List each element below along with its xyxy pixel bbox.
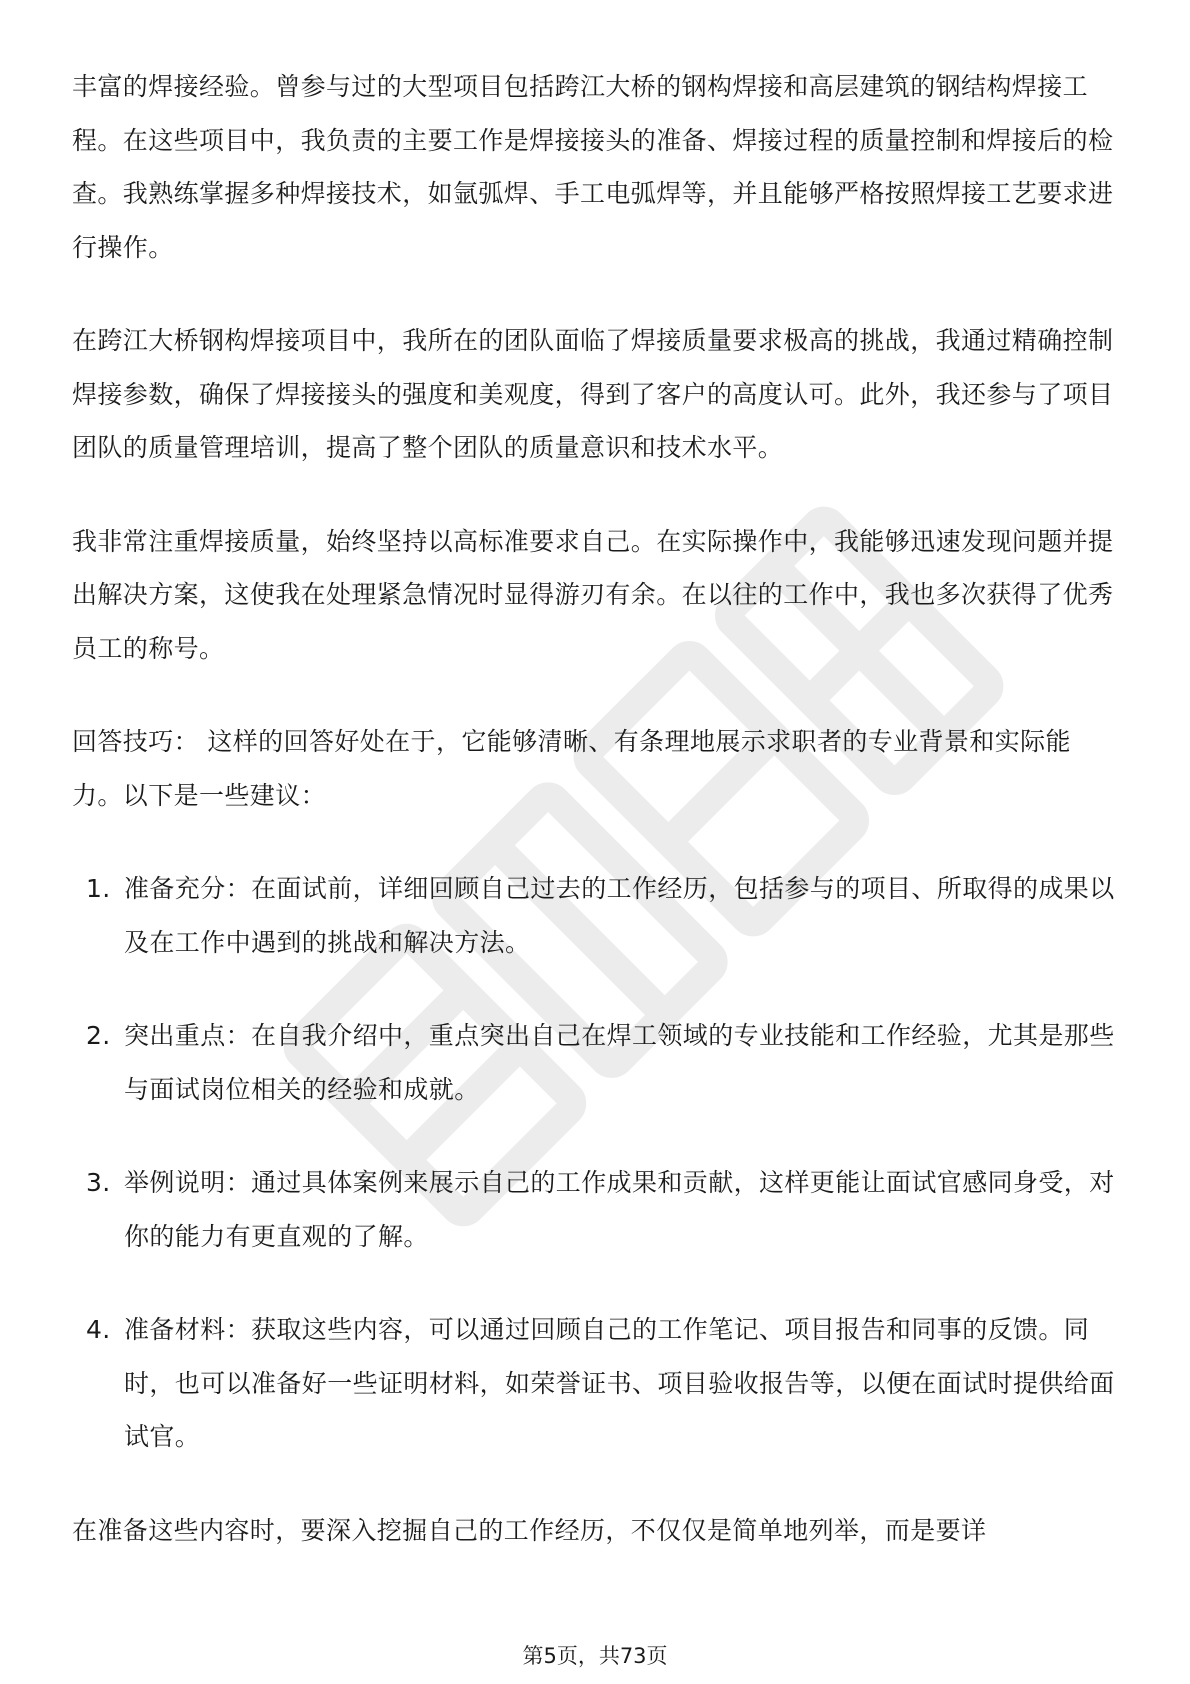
list-item-number: 2. (86, 1021, 111, 1050)
list-item (72, 1303, 1118, 1464)
paragraph-quality: 我非常注重焊接质量，始终坚持以高标准要求自己。在实际操作中，我能够迅速发现问题并提出解决方案，这使我在处理紧急情况时显得游刃有余。在以往的工作中，我也多次获得了优秀员工的称号。 (72, 526, 1114, 663)
list-item-text: 举例说明：通过具体案例来展示自己的工作成果和贡献，这样更能让面试官感同身受，对你的能力有更直观的了解。 (124, 1168, 1115, 1251)
document-content (72, 60, 1118, 1557)
paragraph-experience: 丰富的焊接经验。曾参与过的大型项目包括跨江大桥的钢构焊接和高层建筑的钢结构焊接工程。在这些项目中，我负责的主要工作是焊接接头的准备、焊接过程的质量控制和焊接后的检查。我熟练掌握多种焊接技术，如氩弧焊、手工电弧焊等，并且能够严格按照焊接工艺要求进行操作。 (72, 72, 1114, 262)
list-item-number: 3. (86, 1168, 111, 1197)
list-item (72, 1009, 1118, 1116)
paragraph-tips-intro: 回答技巧： 这样的回答好处在于，它能够清晰、有条理地展示求职者的专业背景和实际能力。以下是一些建议： (72, 727, 1071, 810)
list-item-number: 1. (86, 874, 111, 903)
list-item (72, 1156, 1118, 1263)
page-number-footer: 第5页，共73页 (522, 1644, 668, 1668)
list-item (72, 862, 1118, 969)
list-item-text: 突出重点：在自我介绍中，重点突出自己在焊工领域的专业技能和工作经验，尤其是那些与面试岗位相关的经验和成就。 (124, 1021, 1115, 1104)
list-item-text: 准备材料：获取这些内容，可以通过回顾自己的工作笔记、项目报告和同事的反馈。同时，也可以准备好一些证明材料，如荣誉证书、项目验收报告等，以便在面试时提供给面试官。 (124, 1315, 1115, 1451)
tips-list (72, 862, 1118, 1464)
paragraph-closing: 在准备这些内容时，要深入挖掘自己的工作经历，不仅仅是简单地列举，而是要详 (72, 1515, 987, 1545)
list-item-text: 准备充分：在面试前，详细回顾自己过去的工作经历，包括参与的项目、所取得的成果以及在工作中遇到的挑战和解决方法。 (124, 874, 1115, 957)
paragraph-project: 在跨江大桥钢构焊接项目中，我所在的团队面临了焊接质量要求极高的挑战，我通过精确控制焊接参数，确保了焊接接头的强度和美观度，得到了客户的高度认可。此外，我还参与了项目团队的质量管理培训，提高了整个团队的质量意识和技术水平。 (72, 326, 1114, 462)
list-item-number: 4. (86, 1315, 111, 1344)
